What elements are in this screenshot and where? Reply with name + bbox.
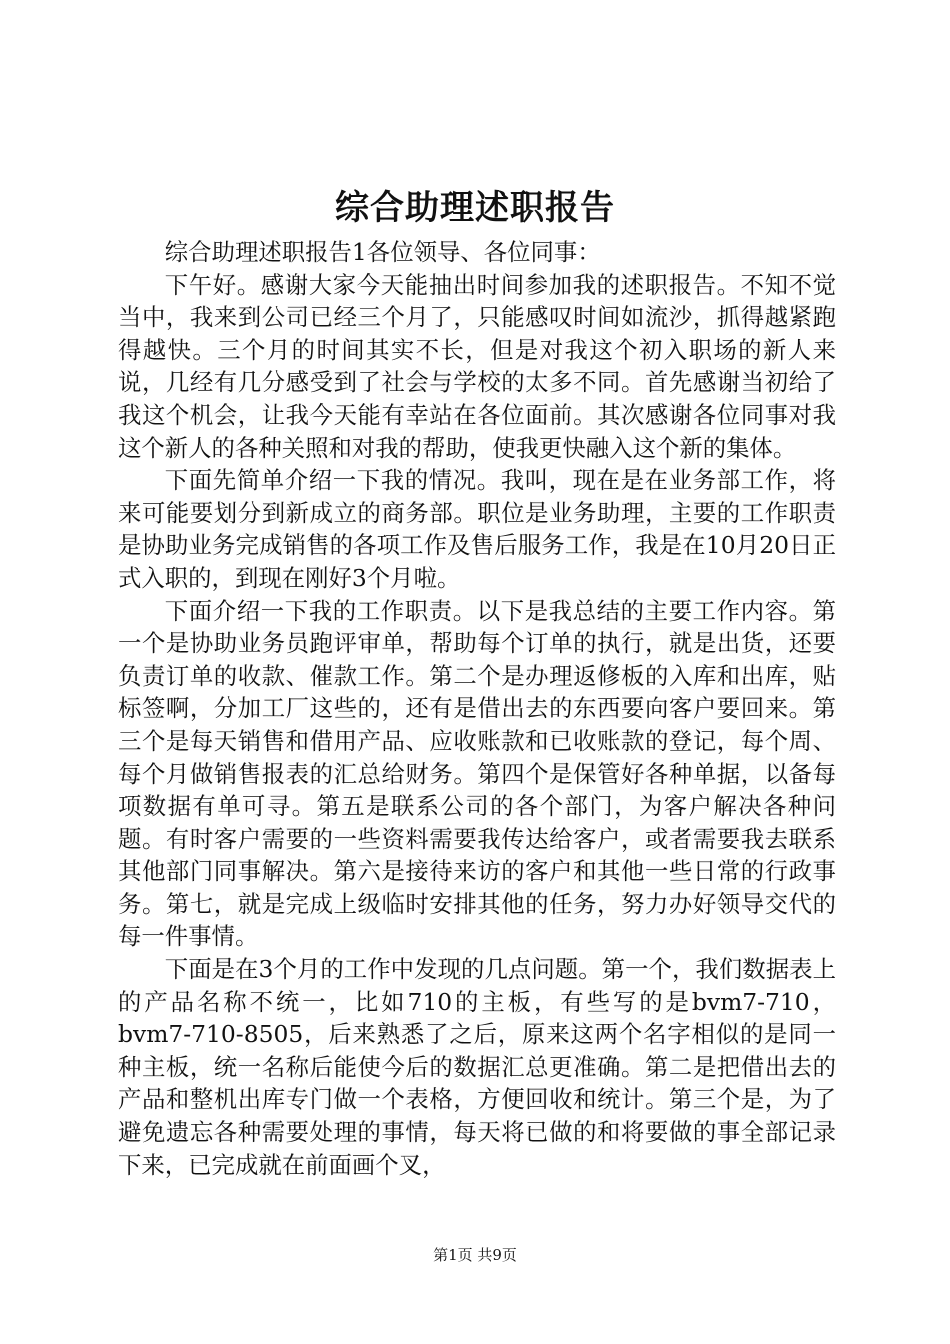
- document-body: [118, 236, 836, 1181]
- paragraph: 下面先简单介绍一下我的情况。我叫，现在是在业务部工作，将来可能要划分到新成立的商务部。职位是业务助理，主要的工作职责是协助业务完成销售的各项工作及售后服务工作，我是在10月20日正式入职的，到现在刚好3个月啦。: [118, 466, 836, 592]
- page-footer: 第1页 共9页: [433, 1246, 517, 1264]
- page-title: 综合助理述职报告: [335, 188, 615, 228]
- paragraph: 综合助理述职报告1各位领导、各位同事：: [164, 238, 601, 266]
- paragraph: 下午好。感谢大家今天能抽出时间参加我的述职报告。不知不觉当中，我来到公司已经三个月了，只能感叹时间如流沙，抓得越紧跑得越快。三个月的时间其实不长，但是对我这个初入职场的新人来说，几经有几分感受到了社会与学校的太多不同。首先感谢当初给了我这个机会，让我今天能有幸站在各位面前。其次感谢各位同事对我这个新人的各种关照和对我的帮助，使我更快融入这个新的集体。: [118, 270, 836, 462]
- paragraph: 下面介绍一下我的工作职责。以下是我总结的主要工作内容。第一个是协助业务员跑评审单，帮助每个订单的执行，就是出货，还要负责订单的收款、催款工作。第二个是办理返修板的入库和出库，贴标签啊，分加工厂这些的，还有是借出去的东西要向客户要回来。第三个是每天销售和借用产品、应收账款和已收账款的登记，每个周、每个月做销售报表的汇总给财务。第四个是保管好各种单据，以备每项数据有单可寻。第五是联系公司的各个部门，为客户解决各种问题。有时客户需要的一些资料需要我传达给客户，或者需要我去联系其他部门同事解决。第六是接待来访的客户和其他一些日常的行政事务。第七，就是完成上级临时安排其他的任务，努力办好领导交代的每一件事情。: [118, 596, 836, 951]
- paragraph: 下面是在3个月的工作中发现的几点问题。第一个，我们数据表上的产品名称不统一，比如710的主板，有些写的是bvm7-710，bvm7-710-8505，后来熟悉了之后，原来这两个名字相似的是同一种主板，统一名称后能使今后的数据汇总更准确。第二是把借出去的产品和整机出库专门做一个表格，方便回收和统计。第三个是，为了避免遗忘各种需要处理的事情，每天将已做的和将要做的事全部记录下来，已完成就在前面画个叉，: [118, 955, 836, 1179]
